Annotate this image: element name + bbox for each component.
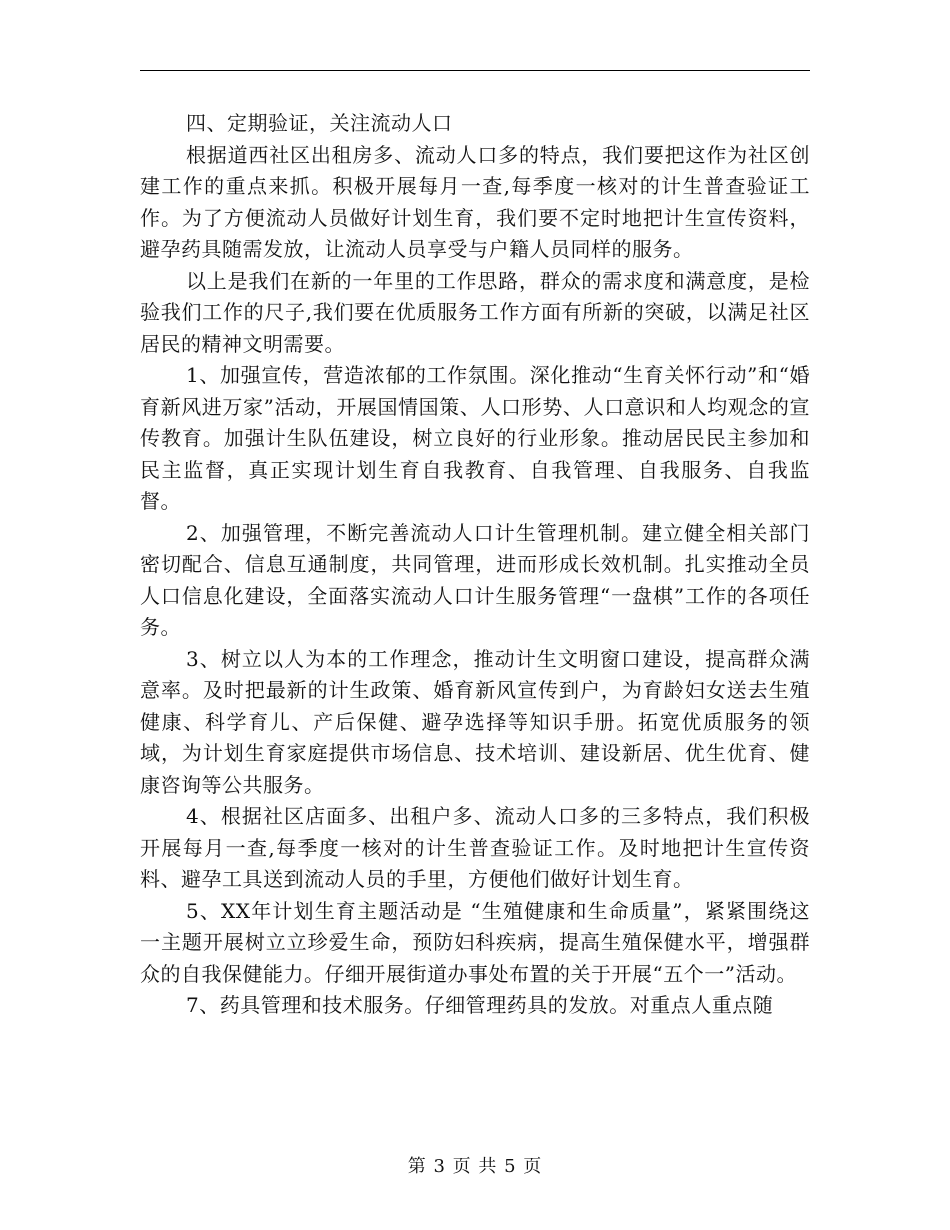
paragraph-summary: 以上是我们在新的一年里的工作思路，群众的需求度和满意度，是检验我们工作的尺子,我们要在优质服务工作方面有所新的突破，以满足社区居民的精神文明需要。 xyxy=(140,268,810,356)
paragraph-item-7: 7、药具管理和技术服务。仔细管理药具的发放。对重点人重点随 xyxy=(186,993,774,1017)
section-heading: 四、定期验证，关注流动人口 xyxy=(186,111,453,135)
header-rule xyxy=(140,70,810,71)
paragraph-item-5: 5、XX年计划生育主题活动是 “生殖健康和生命质量”，紧紧围绕这一主题开展树立立珍爱生命，预防妇科疾病，提高生殖保健水平，增强群众的自我保健能力。仔细开展街道办事处布置的关于开展“五个一”活动。 xyxy=(140,898,810,986)
paragraph-item-1: 1、加强宣传，营造浓郁的工作氛围。深化推动“生育关怀行动”和“婚育新风进万家”活动，开展国情国策、人口形势、人口意识和人均观念的宣传教育。加强计生队伍建设，树立良好的行业形象。推动居民民主参加和民主监督，真正实现计划生育自我教育、自我管理、自我服务、自我监督。 xyxy=(140,363,810,513)
paragraph-item-2: 2、加强管理，不断完善流动人口计生管理机制。建立健全相关部门密切配合、信息互通制度，共同管理，进而形成长效机制。扎实推动全员人口信息化建设，全面落实流动人口计生服务管理“一盘棋”工作的各项任务。 xyxy=(140,520,810,639)
paragraph-floating-population: 根据道西社区出租房多、流动人口多的特点，我们要把这作为社区创建工作的重点来抓。积极开展每月一查,每季度一核对的计生普查验证工作。为了方便流动人员做好计划生育，我们要不定时地把计生宣传资料，避孕药具随需发放，让流动人员享受与户籍人员同样的服务。 xyxy=(140,142,810,261)
page-number-footer: 第 3 页 共 5 页 xyxy=(407,1156,543,1177)
paragraph-item-3: 3、树立以人为本的工作理念，推动计生文明窗口建设，提高群众满意率。及时把最新的计生政策、婚育新风宣传到户，为育龄妇女送去生殖健康、科学育儿、产后保健、避孕选择等知识手册。拓宽优质服务的领域，为计划生育家庭提供市场信息、技术培训、建设新居、优生优育、健康咨询等公共服务。 xyxy=(140,646,810,797)
paragraph-item-4: 4、根据社区店面多、出租户多、流动人口多的三多特点，我们积极开展每月一查,每季度一核对的计生普查验证工作。及时地把计生宣传资料、避孕工具送到流动人员的手里，方便他们做好计划生育。 xyxy=(140,804,810,891)
document-body xyxy=(140,108,810,1022)
